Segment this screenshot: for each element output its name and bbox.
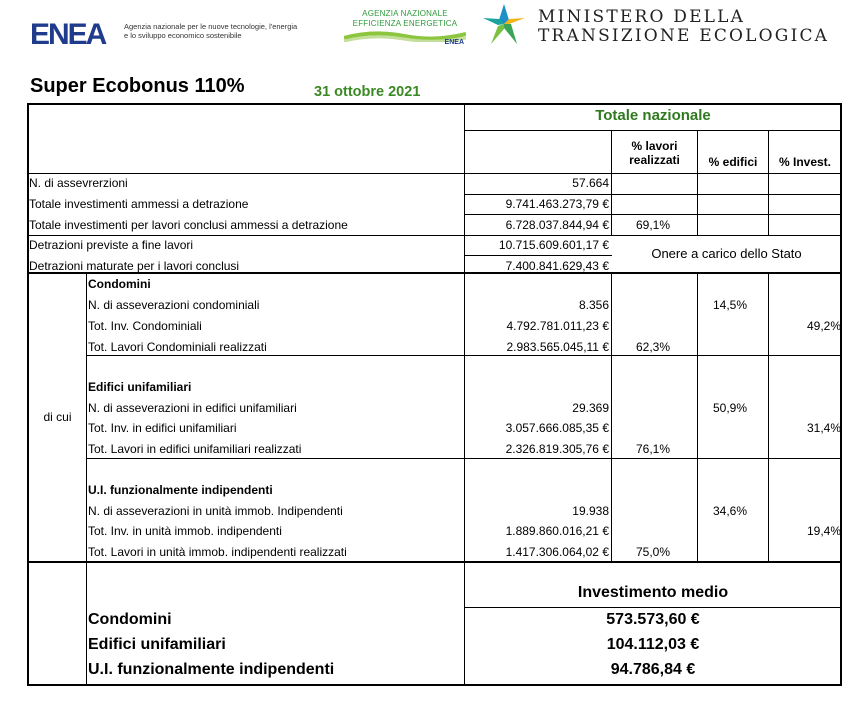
avg-value: 104.112,03 € — [606, 636, 700, 653]
group-row-pct-lavori: 62,3% — [636, 340, 671, 354]
ministry-line2: TRANSIZIONE ECOLOGICA — [538, 26, 830, 46]
logo-header — [0, 0, 864, 62]
group-row-value: 4.792.781.011,23 € — [506, 319, 609, 333]
group-row-pct-edifici: 14,5% — [713, 298, 748, 312]
summary-value: 10.715.609.601,17 € — [498, 238, 609, 252]
summary-label: Detrazioni previste a fine lavori — [29, 238, 194, 252]
enea-logo-text: ENEA — [30, 20, 106, 46]
group-row-label: N. di asseverazioni in unità immob. Indipendenti — [88, 504, 343, 518]
group-row-value: 29.369 — [572, 401, 609, 415]
group-row-label: Tot. Lavori in unità immob. indipendenti realizzati — [88, 545, 347, 559]
ministry-line1: MINISTERO DELLA — [538, 7, 746, 27]
aeee-line2: EFFICIENZA ENERGETICA — [352, 19, 458, 28]
aeee-line1: AGENZIA NAZIONALE — [362, 9, 448, 18]
summary-value: 9.741.463.273,79 € — [505, 197, 609, 211]
avg-label: Edifici unifamiliari — [88, 636, 226, 653]
group-row-value: 1.889.860.016,21 € — [505, 524, 609, 538]
group-row-label: Tot. Inv. Condominiali — [88, 319, 202, 333]
report-date: 31 ottobre 2021 — [314, 84, 421, 100]
group-row-value: 19.938 — [572, 504, 609, 518]
avg-title: Investimento medio — [577, 584, 729, 601]
summary-value: 6.728.037.844,94 € — [505, 218, 609, 232]
summary-label: Totale investimenti per lavori conclusi ammessi a detrazione — [29, 218, 348, 232]
aeee-logo — [342, 8, 468, 46]
enea-tagline — [124, 22, 334, 40]
group-row-value: 2.326.819.305,76 € — [505, 442, 609, 456]
group-row-value: 2.983.565.045,11 € — [506, 340, 609, 354]
group-row-label: Tot. Lavori in edifici unifamiliari realizzati — [88, 442, 302, 456]
group-row-value: 3.057.666.085,35 € — [505, 421, 609, 435]
enea-tagline-line1: Agenzia nazionale per le nuove tecnologie, l'energia — [124, 22, 298, 31]
col-header-invest: % Invest. — [778, 155, 832, 169]
summary-pct-lavori: 69,1% — [636, 218, 671, 232]
avg-label: Condomini — [88, 611, 172, 628]
onere-note: Onere a carico dello Stato — [651, 246, 802, 261]
avg-value: 573.573,60 € — [606, 611, 700, 628]
section-title: Totale nazionale — [595, 107, 711, 124]
ministry-star-icon — [481, 2, 527, 46]
group-row-label: N. di asseverazioni in edifici unifamiliari — [88, 401, 297, 415]
group-row-pct-edifici: 34,6% — [713, 504, 748, 518]
ministry-name — [538, 8, 829, 46]
group-title-condomini: Condomini — [88, 277, 151, 291]
summary-label: N. di assevrerzioni — [29, 176, 128, 190]
group-row-pct-edifici: 50,9% — [713, 401, 748, 415]
avg-value: 94.786,84 € — [610, 661, 696, 678]
summary-value: 7.400.841.629,43 € — [505, 259, 609, 273]
group-row-pct-invest: 49,2% — [806, 319, 841, 333]
group-row-pct-invest: 31,4% — [806, 421, 841, 435]
group-row-pct-lavori: 76,1% — [636, 442, 671, 456]
group-row-label: Tot. Inv. in unità immob. indipendenti — [88, 524, 282, 538]
group-row-label: Tot. Inv. in edifici unifamiliari — [88, 421, 237, 435]
group-row-value: 1.417.306.064,02 € — [505, 545, 609, 559]
col-header-lavori-2: realizzati — [629, 153, 680, 167]
di-cui-label: di cui — [43, 410, 72, 424]
group-title-ui-indipendenti: U.I. funzionalmente indipendenti — [88, 483, 273, 497]
summary-label: Detrazioni maturate per i lavori conclusi — [29, 259, 240, 273]
group-row-label: Tot. Lavori Condominiali realizzati — [88, 340, 267, 354]
group-title-unifamiliari: Edifici unifamiliari — [88, 380, 192, 394]
group-row-pct-invest: 19,4% — [806, 524, 841, 538]
col-header-lavori — [612, 139, 697, 167]
group-row-label: N. di asseverazioni condominiali — [88, 298, 260, 312]
group-row-pct-lavori: 75,0% — [636, 545, 671, 559]
summary-value: 57.664 — [572, 176, 609, 190]
avg-label: U.I. funzionalmente indipendenti — [88, 661, 335, 678]
group-row-value: 8.356 — [578, 298, 609, 312]
enea-tagline-line2: e lo sviluppo economico sostenibile — [124, 31, 242, 40]
enea-logo-icon — [30, 20, 118, 46]
col-header-edifici: % edifici — [708, 155, 758, 169]
aeee-enea-label: ENEA — [444, 39, 464, 46]
summary-label: Totale investimenti ammessi a detrazione — [29, 197, 249, 211]
col-header-lavori-1: % lavori — [631, 139, 678, 153]
page-title: Super Ecobonus 110% — [30, 75, 245, 97]
